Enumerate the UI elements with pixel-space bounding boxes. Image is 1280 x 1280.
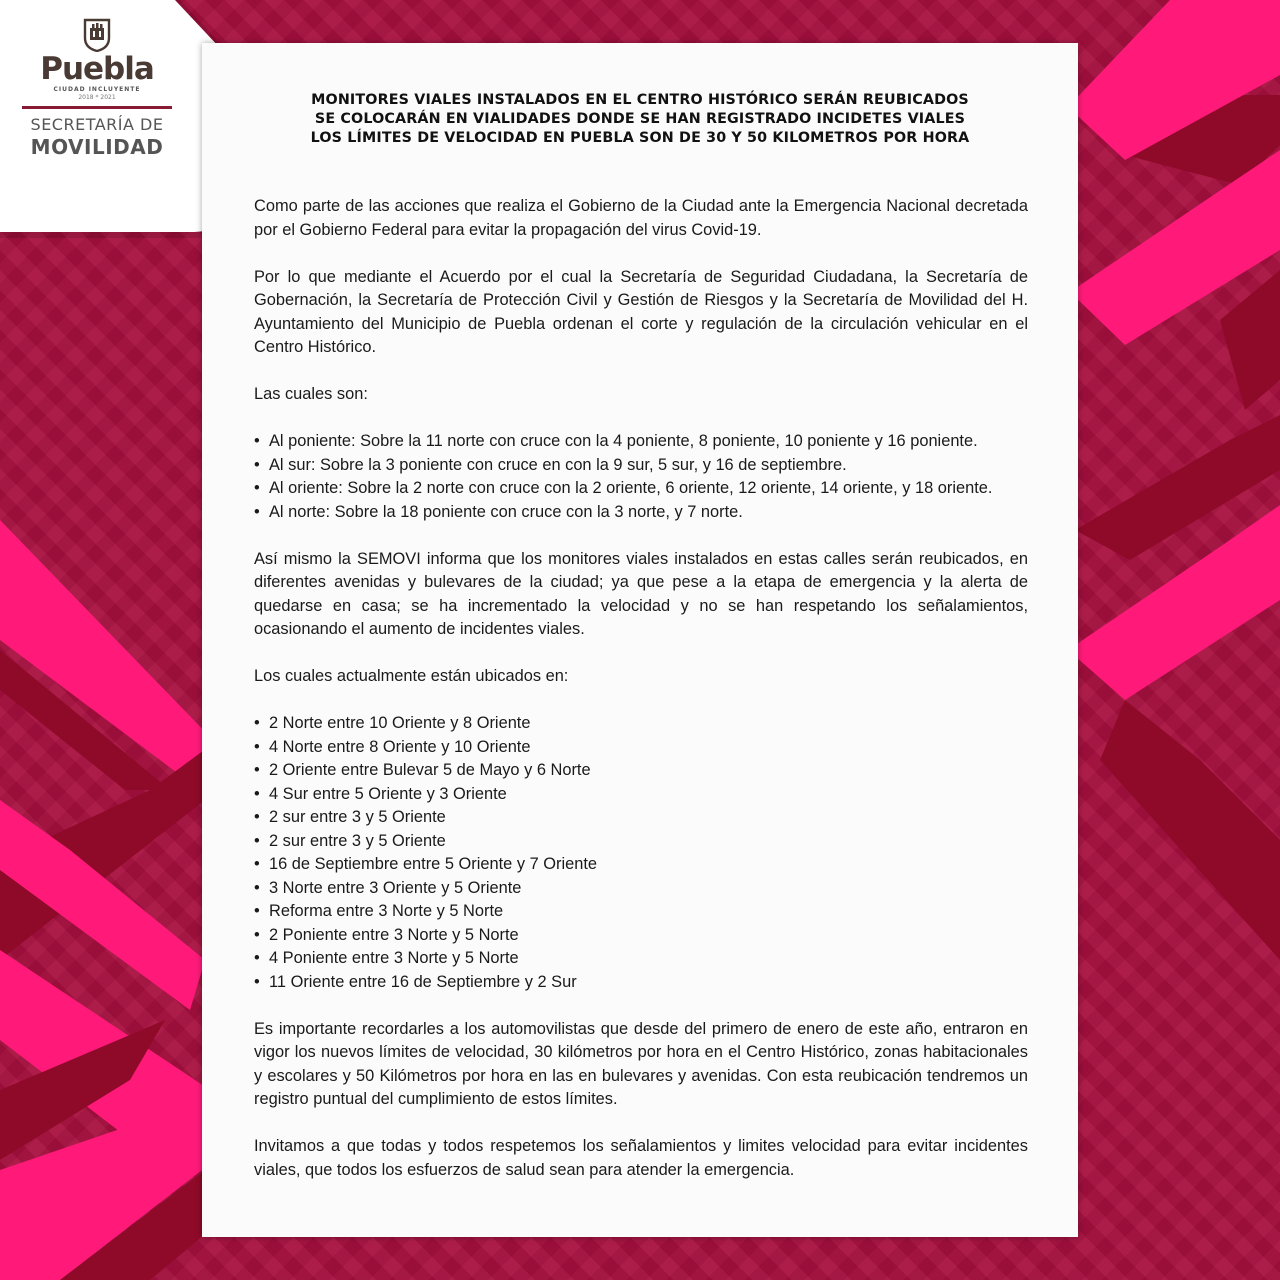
city-shield-icon <box>82 18 112 52</box>
list-item: • 4 Poniente entre 3 Norte y 5 Norte <box>254 949 519 967</box>
brand-tagline: CIUDAD INCLUYENTE <box>53 86 141 93</box>
list-item: • 3 Norte entre 3 Oriente y 5 Oriente <box>254 878 522 897</box>
closures-intro: Las cuales son: <box>254 385 368 403</box>
ribbon-dark-right-4 <box>1100 700 1280 960</box>
paragraph-semovi: Así mismo la SEMOVI informa que los monitores viales instalados en estas calles serán reubicados, en diferentes avenidas y bulevares de la ciudad; ya que pese a la etapa de emergencia y la alerta de quedarse en casa; se ha incrementado la velocidad y no se han respetando los señalamientos, ocasionando el aumento de incidentes viales. <box>254 549 1028 638</box>
paragraph-closing: Invitamos a que todas y todos respetemos los señalamientos y limites velocidad para evitar incidentes viales, que todos los esfuerzos de salud sean para atender la emergencia. <box>254 1137 1028 1179</box>
headline-line-3: LOS LÍMITES DE VELOCIDAD EN PUEBLA SON DE 30 Y 50 KILOMETROS POR HORA <box>310 130 970 146</box>
paragraph-agreement: Por lo que mediante el Acuerdo por el cual la Secretaría de Seguridad Ciudadana, la Secretaría de Gobernación, la Secretaría de Protección Civil y Gestión de Riesgos y la Secretaría de Movilidad del H. Ayuntamiento del Municipio de Puebla ordenan el corte y regulación de la circulación vehicular en el Centro Histórico. <box>254 267 1028 356</box>
brand-years: 2018 * 2021 <box>78 94 116 101</box>
list-item: • 2 Oriente entre Bulevar 5 de Mayo y 6 Norte <box>254 761 591 779</box>
list-item: • 16 de Septiembre entre 5 Oriente y 7 Oriente <box>254 855 597 873</box>
brand-text: Puebla <box>40 51 154 87</box>
list-item: • 2 Norte entre 10 Oriente y 8 Oriente <box>254 714 531 732</box>
list-item: • Al sur: Sobre la 3 poniente con cruce en con la 9 sur, 5 sur, y 16 de septiembre. <box>254 455 847 474</box>
list-item: • 2 Poniente entre 3 Norte y 5 Norte <box>254 925 519 944</box>
list-item: • Al norte: Sobre la 18 poniente con cruce con la 3 norte, y 7 norte. <box>254 502 743 521</box>
list-item: • 2 sur entre 3 y 5 Oriente <box>254 808 446 826</box>
list-item: • Al oriente: Sobre la 2 norte con cruce con la 2 oriente, 6 oriente, 12 oriente, 14 oriente, y 18 oriente. <box>254 479 993 497</box>
list-item: • 4 Norte entre 8 Oriente y 10 Oriente <box>254 737 531 756</box>
list-item: • Reforma entre 3 Norte y 5 Norte <box>254 902 504 920</box>
press-release-sheet <box>202 43 1078 1237</box>
body-text <box>254 195 1028 1206</box>
list-item: • 4 Sur entre 5 Oriente y 3 Oriente <box>254 784 507 803</box>
paragraph-intro: Como parte de las acciones que realiza el Gobierno de la Ciudad ante la Emergencia Nacional decretada por el Gobierno Federal para evitar la propagación del virus Covid-19. <box>254 197 1028 239</box>
headline-line-2: SE COLOCARÁN EN VIALIDADES DONDE SE HAN REGISTRADO INCIDETES VIALES <box>314 111 966 127</box>
headline <box>242 91 1038 148</box>
puebla-logo <box>22 18 172 159</box>
department-line-1: SECRETARÍA DE <box>30 115 164 134</box>
ribbon-dark-right-2 <box>1220 270 1280 410</box>
list-item: • 2 sur entre 3 y 5 Oriente <box>254 831 446 850</box>
paragraph-speed-limits: Es importante recordarles a los automovilistas que desde del primero de enero de este año, entraron en vigor los nuevos límites de velocidad, 30 kilómetros por hora en el Centro Histórico, zonas habitacionales y escolares y 50 Kilómetros por hora en las en bulevares y avenidas. Con esta reubicación tendremos un registro puntual del cumplimiento de estos límites. <box>254 1019 1028 1108</box>
closures-list <box>254 430 1028 524</box>
department-line-2: MOVILIDAD <box>30 135 164 159</box>
brand-wordmark <box>22 52 172 86</box>
logo-divider <box>22 106 172 109</box>
locations-intro: Los cuales actualmente están ubicados en: <box>254 667 569 685</box>
locations-list <box>254 712 1028 994</box>
headline-line-1: MONITORES VIALES INSTALADOS EN EL CENTRO HISTÓRICO SERÁN REUBICADOS <box>311 92 969 108</box>
list-item: • Al poniente: Sobre la 11 norte con cruce con la 4 poniente, 8 poniente, 10 poniente y 16 poniente. <box>254 432 978 450</box>
list-item: • 11 Oriente entre 16 de Septiembre y 2 Sur <box>254 972 577 991</box>
